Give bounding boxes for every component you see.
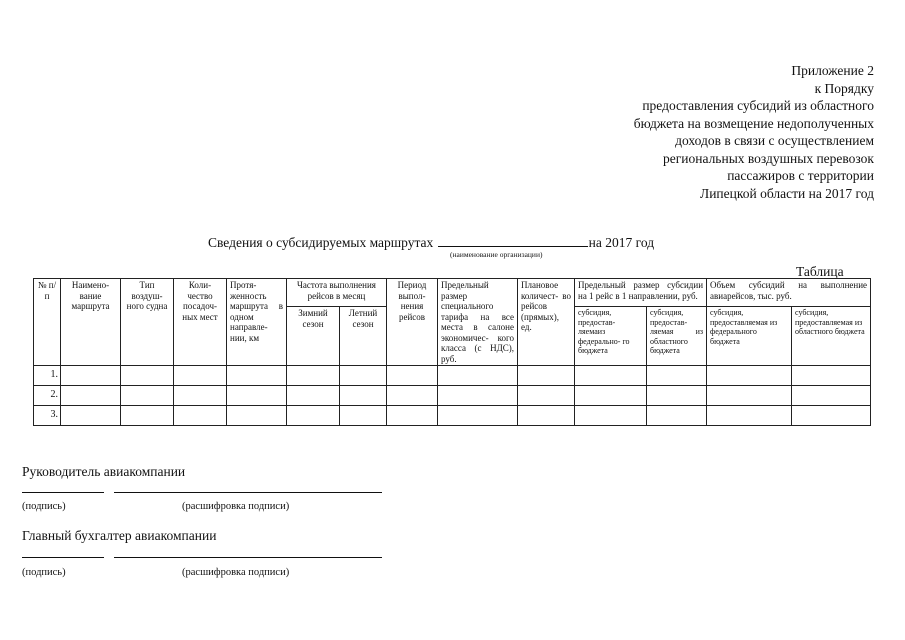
table-cell[interactable]: [340, 386, 387, 406]
appendix-line: пассажиров с территории: [727, 168, 874, 183]
appendix-line: к Порядку: [814, 80, 874, 96]
routes-table: [33, 278, 871, 426]
table-cell[interactable]: [227, 406, 287, 426]
signature-caption: (подпись): [22, 567, 66, 578]
header-limit-regional: субсидия, предостав- ляемая из областного бюджета: [647, 307, 707, 366]
header-aircraft-type: Тип воздуш- ного судна: [121, 279, 174, 366]
appendix-line: бюджета на возмещение недополученных: [633, 115, 874, 131]
table-cell[interactable]: [61, 386, 121, 406]
table-cell[interactable]: [647, 386, 707, 406]
heading-left: Сведения о субсидируемых маршрутах: [208, 235, 434, 250]
header-frequency: Частота выполнения рейсов в месяц: [287, 279, 387, 307]
table-cell[interactable]: [438, 406, 518, 426]
table-cell[interactable]: [287, 406, 340, 426]
signature-line-director[interactable]: [22, 492, 104, 493]
appendix-line: региональных воздушных перевозок: [662, 150, 874, 166]
header-volume-regional: субсидия, предоставляемая из областного бюджета: [792, 307, 871, 366]
table-cell[interactable]: [387, 386, 438, 406]
table-cell[interactable]: [575, 386, 647, 406]
table-header-row: [34, 279, 871, 307]
header-limit-federal: субсидия, предостав- ляемаиз федерально- го бюджета: [575, 307, 647, 366]
header-planned-flights: Плановое количест- во рейсов (прямых), ед.: [518, 279, 575, 366]
appendix-line: доходов в связи с осуществлением: [675, 133, 874, 148]
heading-right: на 2017 год: [588, 235, 655, 250]
table-cell[interactable]: [121, 386, 174, 406]
table-cell[interactable]: [438, 386, 518, 406]
table-cell[interactable]: [227, 386, 287, 406]
table-cell[interactable]: [707, 386, 792, 406]
signature-line-accountant[interactable]: [22, 557, 104, 558]
table-cell[interactable]: [518, 386, 575, 406]
organization-name-note: (наименование организации): [450, 250, 543, 259]
table-cell[interactable]: [174, 366, 227, 386]
table-cell[interactable]: [121, 366, 174, 386]
table-row: [34, 406, 871, 426]
table-cell[interactable]: [174, 406, 227, 426]
table-cell[interactable]: [707, 406, 792, 426]
table-cell[interactable]: [575, 406, 647, 426]
header-seats: Коли- чество посадоч- ных мест: [174, 279, 227, 366]
table-cell[interactable]: [287, 366, 340, 386]
table-cell[interactable]: [287, 386, 340, 406]
signature-caption: (подпись): [22, 501, 66, 512]
header-subsidy-volume: Объем субсидий на выполнение авиарейсов, тыс. руб.: [707, 279, 871, 307]
appendix-line: Липецкой области на 2017 год: [700, 185, 874, 201]
decode-caption: (расшифровка подписи): [182, 567, 290, 578]
table-cell[interactable]: [647, 366, 707, 386]
table-cell[interactable]: [792, 406, 871, 426]
table-cell[interactable]: [174, 386, 227, 406]
signature-title-accountant: Главный бухгалтер авиакомпании: [22, 528, 217, 543]
table-label: Таблица: [796, 264, 844, 279]
decode-line-director[interactable]: [114, 492, 382, 493]
header-subsidy-limit: Предельный размер субсидии на 1 рейс в 1 направлении, руб.: [575, 279, 707, 307]
table-cell[interactable]: [438, 366, 518, 386]
table-row: [34, 366, 871, 386]
header-period: Период выпол- нения рейсов: [387, 279, 438, 366]
table-cell[interactable]: [575, 366, 647, 386]
header-num: № п/п: [34, 279, 61, 366]
table-cell[interactable]: [792, 366, 871, 386]
decode-line-accountant[interactable]: [114, 557, 382, 558]
table-cell[interactable]: [792, 386, 871, 406]
table-cell[interactable]: [518, 406, 575, 426]
table-cell[interactable]: [707, 366, 792, 386]
table-cell[interactable]: [340, 366, 387, 386]
header-volume-federal: субсидия, предоставляемая из федерального бюджета: [707, 307, 792, 366]
appendix-block: [544, 62, 874, 202]
table-cell[interactable]: [387, 406, 438, 426]
row-number: 1.: [34, 366, 61, 386]
organization-name-blank[interactable]: [438, 234, 588, 247]
decode-caption: (расшифровка подписи): [182, 501, 290, 512]
table-cell[interactable]: [518, 366, 575, 386]
row-number: 3.: [34, 406, 61, 426]
table-cell[interactable]: [61, 406, 121, 426]
header-route-name: Наимено- вание маршрута: [61, 279, 121, 366]
table-cell[interactable]: [387, 366, 438, 386]
table-row: [34, 386, 871, 406]
appendix-line: предоставления субсидий из областного: [642, 98, 874, 113]
document-heading: [208, 234, 654, 251]
table-cell[interactable]: [647, 406, 707, 426]
table-cell[interactable]: [340, 406, 387, 426]
header-summer-season: Летний сезон: [340, 307, 387, 366]
header-route-length: Протя- женность маршрута в одном направле- нии, км: [227, 279, 287, 366]
table-cell[interactable]: [61, 366, 121, 386]
table-cell[interactable]: [227, 366, 287, 386]
header-winter-season: Зимний сезон: [287, 307, 340, 366]
header-tariff: Предельный размер специального тарифа на все места в салоне экономичес- кого класса (с НДС), руб.: [438, 279, 518, 366]
table-cell[interactable]: [121, 406, 174, 426]
row-number: 2.: [34, 386, 61, 406]
signature-title-director: Руководитель авиакомпании: [22, 464, 186, 479]
appendix-line: Приложение 2: [791, 63, 874, 78]
